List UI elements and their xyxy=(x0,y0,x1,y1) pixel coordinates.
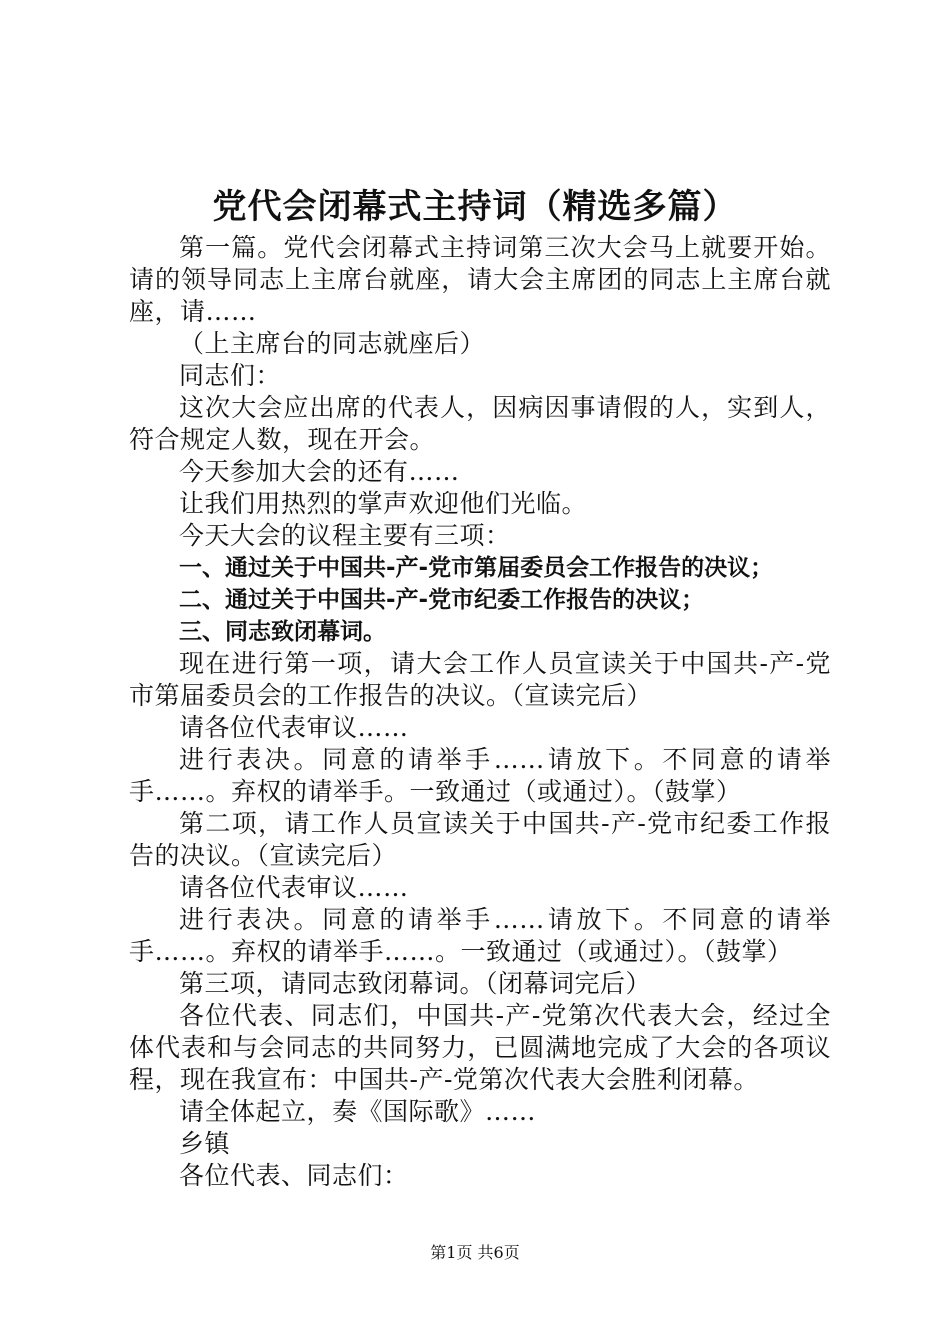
paragraph: 进行表决。同意的请举手……请放下。不同意的请举手……。弃权的请举手。一致通过（或通过）。（鼓掌） xyxy=(129,745,831,806)
paragraph: 请各位代表审议…… xyxy=(179,713,409,742)
agenda-item: 三、同志致闭幕词。 xyxy=(179,619,386,645)
paragraph: （上主席台的同志就座后） xyxy=(179,329,486,358)
paragraph: 进行表决。同意的请举手……请放下。不同意的请举手……。弃权的请举手……。一致通过（或通过）。（鼓掌） xyxy=(129,905,831,966)
paragraph: 请全体起立，奏《国际歌》…… xyxy=(179,1097,537,1126)
paragraph: 现在进行第一项，请大会工作人员宣读关于中国共-产-党市第届委员会的工作报告的决议。（宣读完后） xyxy=(129,649,831,710)
paragraph: 乡镇 xyxy=(179,1129,231,1158)
page-footer: 第1页 共6页 xyxy=(430,1243,520,1262)
document-title: 党代会闭幕式主持词（精选多篇） xyxy=(212,187,738,227)
paragraph: 请各位代表审议…… xyxy=(179,873,409,902)
paragraph: 这次大会应出席的代表人，因病因事请假的人，实到人，符合规定人数，现在开会。 xyxy=(129,393,831,454)
paragraph: 今天参加大会的还有…… xyxy=(179,457,460,486)
paragraph: 今天大会的议程主要有三项： xyxy=(179,521,511,550)
paragraph: 各位代表、同志们： xyxy=(179,1161,409,1190)
paragraph: 各位代表、同志们，中国共-产-党第次代表大会，经过全体代表和与会同志的共同努力，已圆满地完成了大会的各项议程，现在我宣布：中国共-产-党第次代表大会胜利闭幕。 xyxy=(129,1001,831,1094)
paragraph: 第二项，请工作人员宣读关于中国共-产-党市纪委工作报告的决议。（宣读完后） xyxy=(129,809,831,870)
agenda-item: 二、通过关于中国共-产-党市纪委工作报告的决议； xyxy=(179,587,705,613)
agenda-item: 一、通过关于中国共-产-党市第届委员会工作报告的决议； xyxy=(179,555,774,581)
paragraph: 第三项，请同志致闭幕词。（闭幕词完后） xyxy=(179,969,652,998)
paragraph: 同志们： xyxy=(179,361,282,390)
paragraph: 让我们用热烈的掌声欢迎他们光临。 xyxy=(179,489,588,518)
paragraph: 第一篇。党代会闭幕式主持词第三次大会马上就要开始。请的领导同志上主席台就座，请大会主席团的同志上主席台就座，请…… xyxy=(129,233,831,326)
document-body xyxy=(129,232,831,1192)
